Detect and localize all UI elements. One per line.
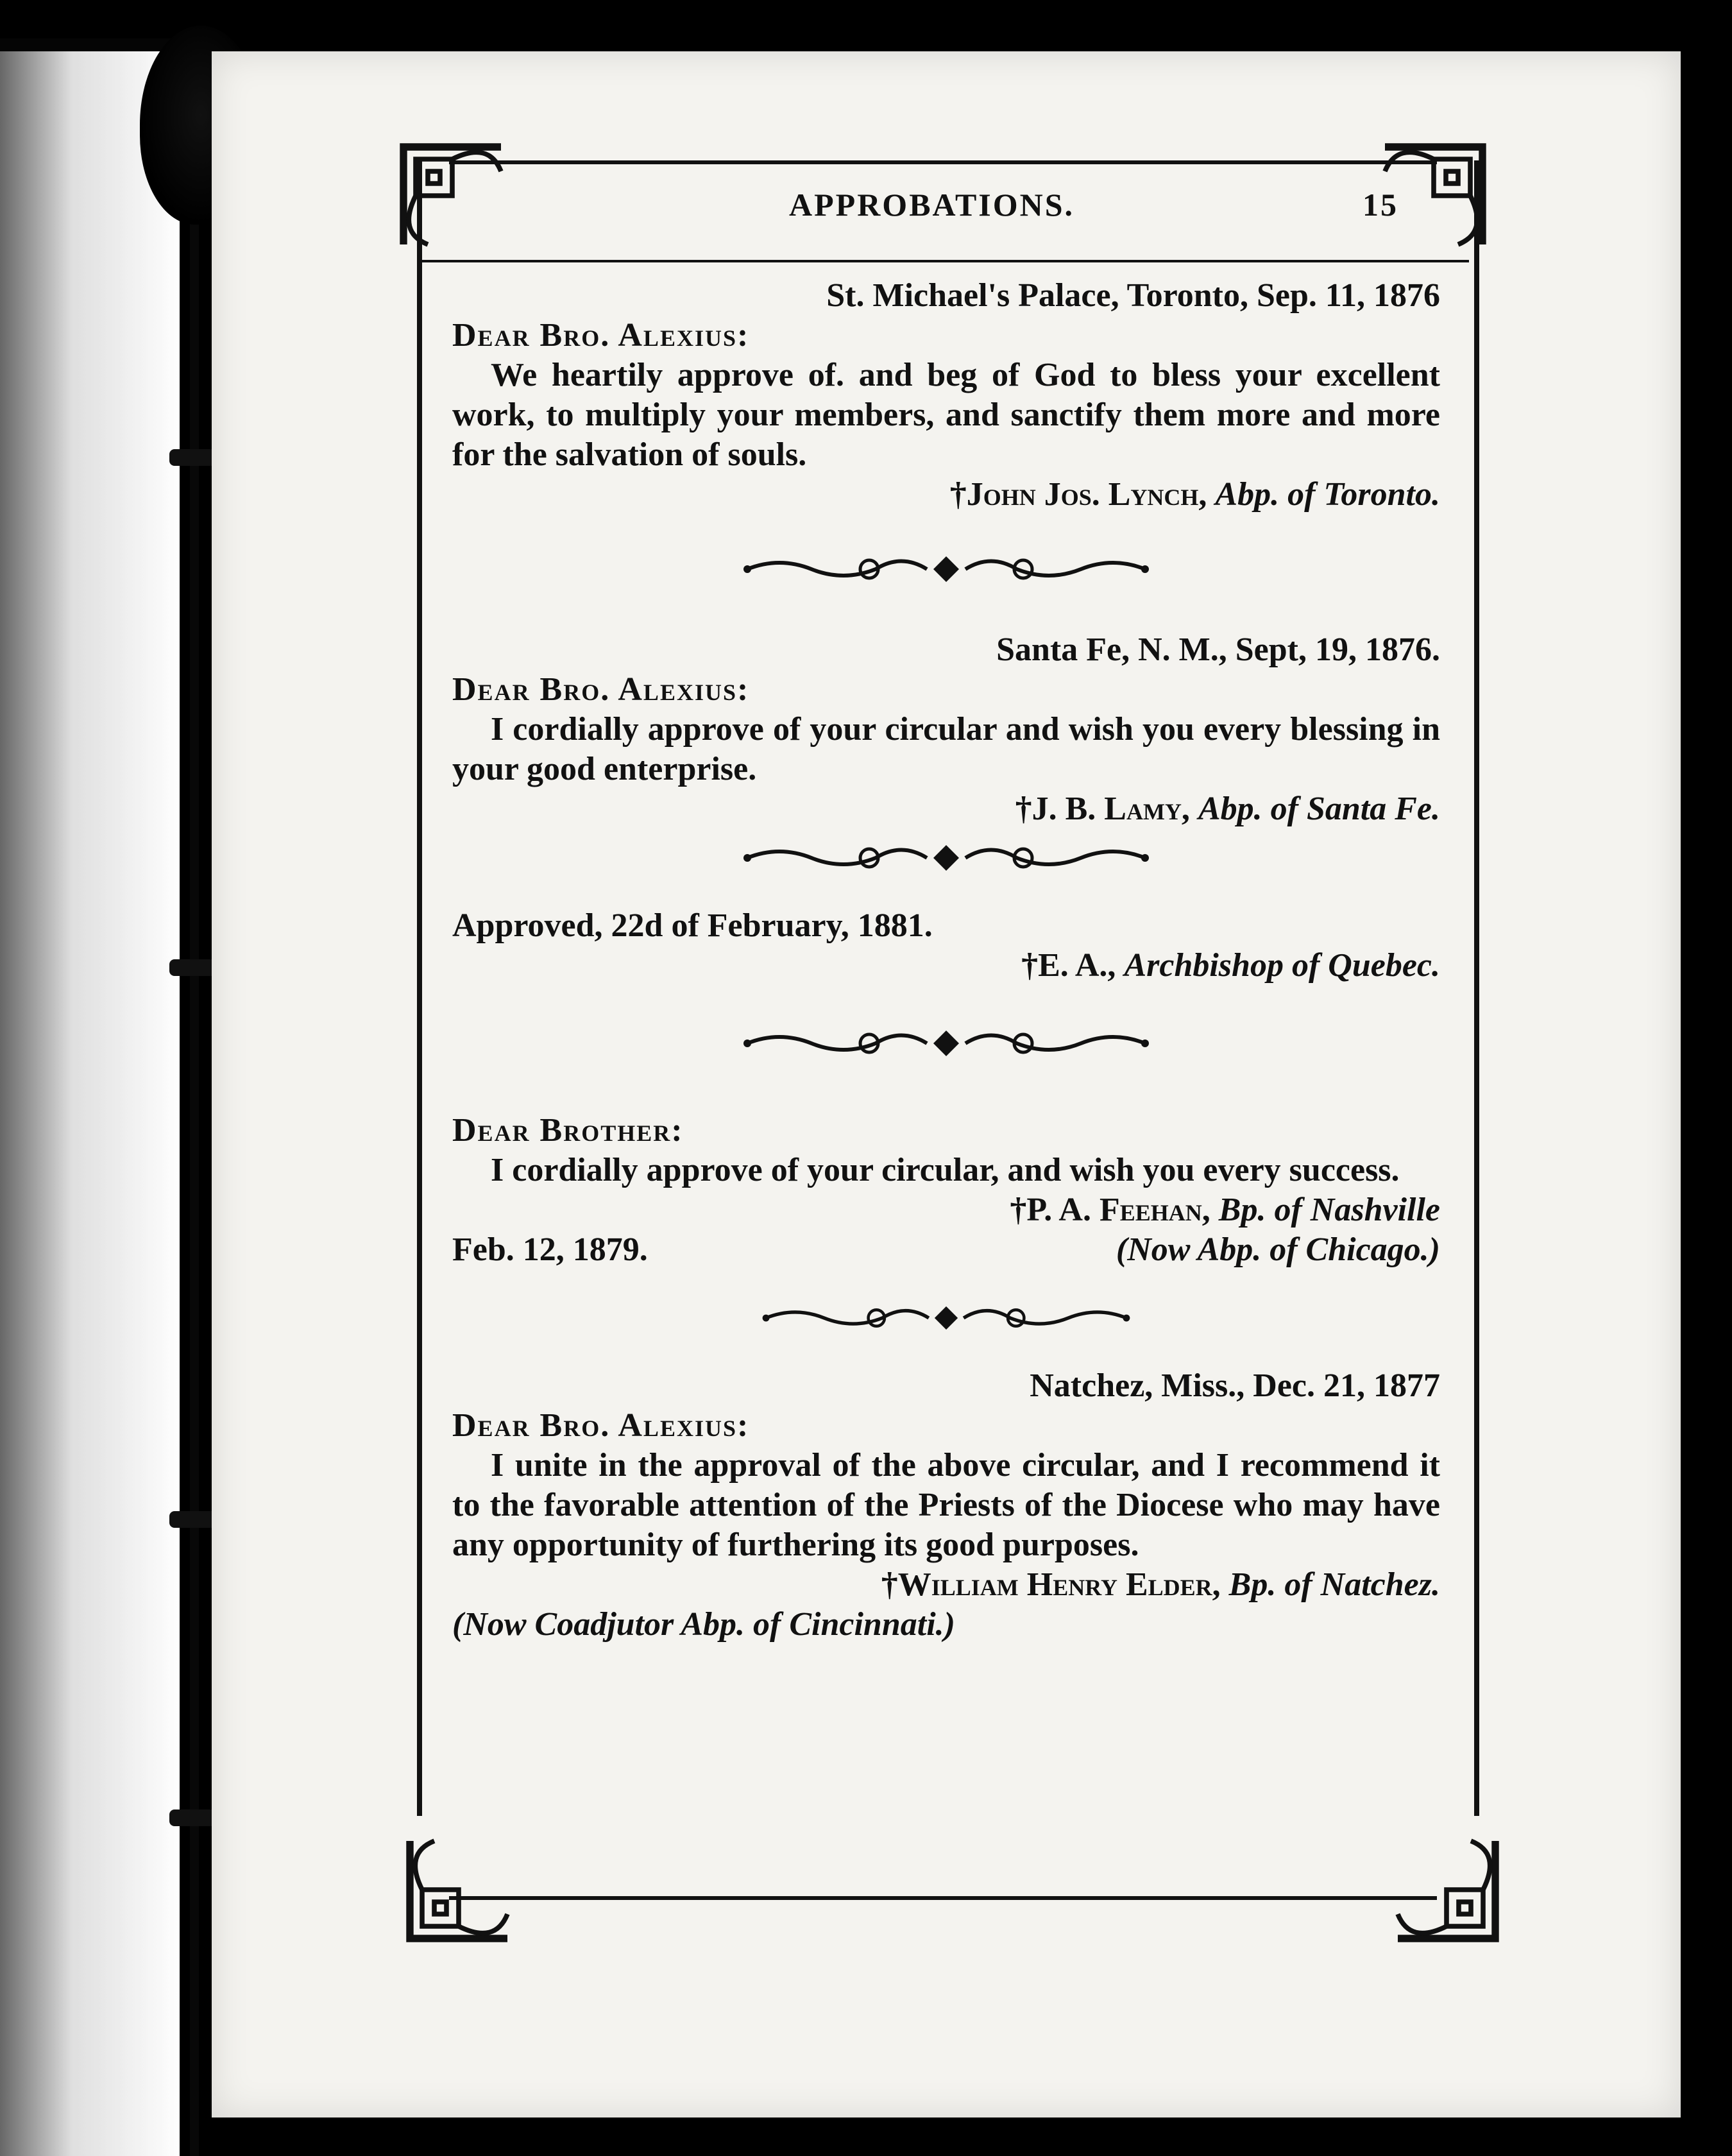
running-title: APPROBATIONS. (789, 187, 1075, 223)
letter-toronto (452, 276, 1440, 515)
approval-line: Approved, 22d of February, 1881. (452, 907, 933, 944)
date-note-row (452, 1230, 1440, 1270)
signature (452, 1190, 1440, 1230)
binding-cord (190, 38, 199, 2156)
signature (452, 946, 1440, 986)
letter-nashville (452, 1111, 1440, 1270)
salutation: Dear Brother: (452, 1112, 684, 1149)
letter-body: I unite in the approval of the above circular, and I recommend it to the favorable attention of the Priests of the Diocese who may have any opportunity of furthering its good purposes. (452, 1447, 1440, 1563)
place-date: St. Michael's Palace, Toronto, Sep. 11, 1876 (826, 277, 1440, 314)
signature-name: †E. A., (1021, 947, 1116, 984)
letter-body: I cordially approve of your circular, and wish you every success. (491, 1152, 1400, 1188)
top-rule (449, 160, 1437, 164)
letter-note: (Now Coadjutor Abp. of Cincinnati.) (452, 1606, 955, 1643)
signature-name: †William Henry Elder, (881, 1566, 1221, 1603)
signature-title: Abp. of Santa Fe. (1198, 791, 1440, 827)
letter-date: Feb. 12, 1879. (452, 1231, 648, 1268)
bottom-rule (449, 1896, 1437, 1900)
left-page-edge (0, 51, 180, 2156)
signature-title: Archbishop of Quebec. (1124, 947, 1440, 984)
place-date: Natchez, Miss., Dec. 21, 1877 (1030, 1367, 1440, 1404)
ornament-divider-icon (760, 1296, 1132, 1340)
signature (452, 789, 1440, 829)
signature-title: Abp. of Toronto. (1215, 476, 1440, 513)
signature-name: †P. A. Feehan, (1010, 1192, 1210, 1228)
corner-ornament-icon (398, 1829, 520, 1951)
page-content (452, 276, 1440, 1645)
signature (452, 475, 1440, 515)
header-rule (417, 260, 1469, 262)
signature-name: †John Jos. Lynch, (949, 476, 1207, 513)
salutation: Dear Bro. Alexius: (452, 317, 750, 354)
salutation: Dear Bro. Alexius: (452, 671, 750, 708)
letter-note: (Now Abp. of Chicago.) (1116, 1231, 1440, 1268)
page-number: 15 (1363, 187, 1398, 223)
ornament-divider-icon (715, 835, 1177, 880)
ornament-divider-icon (715, 1021, 1177, 1066)
corner-ornament-icon (1386, 1829, 1507, 1951)
letter-santa-fe (452, 630, 1440, 829)
letter-natchez (452, 1366, 1440, 1645)
ornament-divider-icon (741, 547, 1151, 592)
letter-quebec (452, 906, 1440, 986)
signature-title: Bp. of Natchez. (1228, 1566, 1440, 1603)
signature-title: Bp. of Nashville (1218, 1192, 1440, 1228)
signature-name: †J. B. Lamy, (1015, 791, 1190, 827)
running-head (423, 186, 1424, 237)
place-date: Santa Fe, N. M., Sept, 19, 1876. (996, 631, 1440, 668)
signature (452, 1565, 1440, 1605)
salutation: Dear Bro. Alexius: (452, 1407, 750, 1444)
letter-body: I cordially approve of your circular and wish you every blessing in your good enterprise. (452, 711, 1440, 787)
letter-body: We heartily approve of. and beg of God to bless your excellent work, to multiply your members, and sanctify them more and more for the salvation of souls. (452, 357, 1440, 473)
